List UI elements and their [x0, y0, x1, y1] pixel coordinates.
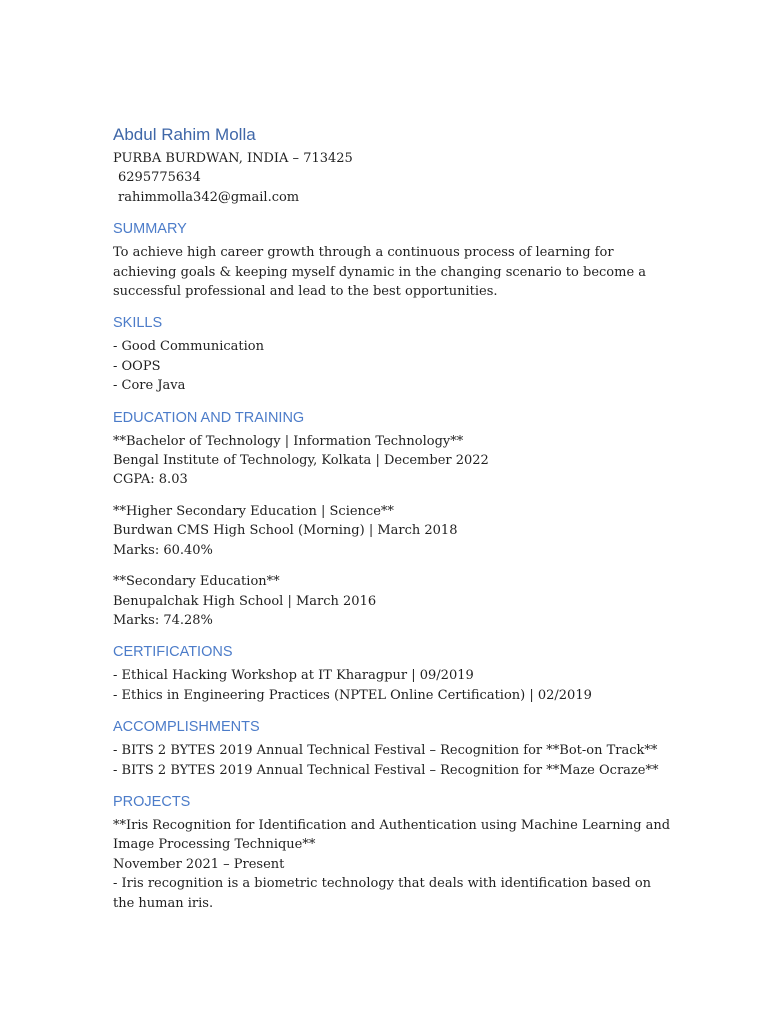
- project-period: November 2021 – Present: [113, 856, 285, 872]
- accomplishment-item: - BITS 2 BYTES 2019 Annual Technical Festival – Recognition for **Maze Ocraze**: [113, 762, 659, 778]
- certifications-section: [113, 642, 673, 705]
- education-institution: Benupalchak High School | March 2016: [113, 593, 377, 609]
- education-degree: **Bachelor of Technology | Information Technology**: [113, 433, 464, 449]
- project-description: - Iris recognition is a biometric technology that deals with identification based on the human iris.: [113, 876, 652, 911]
- address-line: PURBA BURDWAN, INDIA – 713425: [113, 151, 353, 166]
- accomplishments-list: [113, 741, 673, 780]
- email-address: rahimmolla342@gmail.com: [118, 189, 300, 205]
- education-score: CGPA: 8.03: [113, 472, 188, 488]
- education-section: [113, 408, 673, 631]
- education-entry: [113, 502, 673, 560]
- accomplishments-heading: ACCOMPLISHMENTS: [113, 719, 260, 736]
- certification-item: - Ethics in Engineering Practices (NPTEL Online Certification) | 02/2019: [113, 687, 592, 703]
- education-institution: Burdwan CMS High School (Morning) | March 2018: [113, 523, 458, 539]
- education-institution: Bengal Institute of Technology, Kolkata | December 2022: [113, 453, 489, 469]
- projects-section: [113, 792, 673, 913]
- accomplishment-item: - BITS 2 BYTES 2019 Annual Technical Festival – Recognition for **Bot-on Track**: [113, 743, 658, 759]
- skills-section: [113, 313, 673, 395]
- summary-section: [113, 219, 673, 301]
- resume-page: [113, 122, 673, 913]
- summary-heading: SUMMARY: [113, 221, 187, 238]
- project-entry: [113, 816, 673, 913]
- education-score: Marks: 74.28%: [113, 612, 213, 628]
- skills-list: [113, 337, 673, 395]
- accomplishments-section: [113, 717, 673, 780]
- skill-item: - Good Communication: [113, 339, 264, 355]
- certifications-list: [113, 666, 673, 705]
- certification-item: - Ethical Hacking Workshop at IT Kharagpur | 09/2019: [113, 668, 474, 684]
- projects-heading: PROJECTS: [113, 793, 191, 810]
- education-degree: **Higher Secondary Education | Science**: [113, 503, 394, 519]
- education-score: Marks: 60.40%: [113, 542, 213, 558]
- summary-text: To achieve high career growth through a continuous process of learning for achieving goals & keeping myself dynamic in the changing scenario to become a successful professional and lead to the best opportunities.: [113, 245, 647, 300]
- phone-number: 6295775634: [118, 170, 201, 186]
- resume-header: [113, 122, 673, 207]
- certifications-heading: CERTIFICATIONS: [113, 644, 233, 661]
- skills-heading: SKILLS: [113, 315, 163, 332]
- education-degree: **Secondary Education**: [113, 574, 280, 590]
- project-name: **Iris Recognition for Identification and Authentication using Machine Learning and Image Processing Technique**: [113, 817, 671, 853]
- education-entry: [113, 572, 673, 630]
- education-entry: [113, 432, 673, 490]
- education-heading: EDUCATION AND TRAINING: [113, 409, 305, 426]
- skill-item: - Core Java: [113, 378, 186, 394]
- candidate-name: Abdul Rahim Molla: [113, 125, 256, 144]
- skill-item: - OOPS: [113, 358, 161, 374]
